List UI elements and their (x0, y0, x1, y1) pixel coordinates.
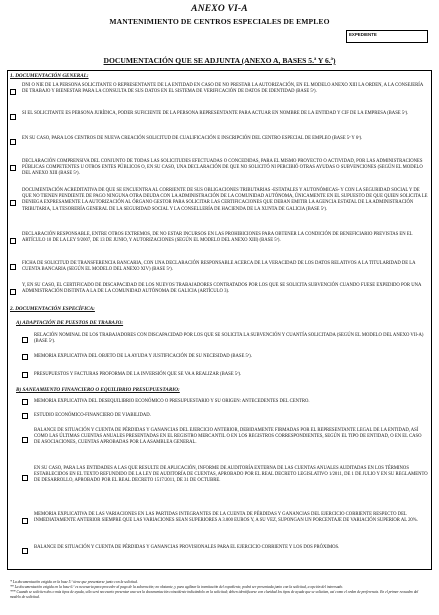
item-text: MEMORIA EXPLICATIVA DEL DESEQUILIBRIO ECONÓMICO O PRESUPUESTARIO Y SU ORIGEN: ANTECEDENTES DEL CENTRO. (34, 399, 310, 404)
annex-title: ANEXO VI-A (191, 4, 248, 14)
specific-docs-heading: 2. DOCUMENTACIÓN ESPECÍFICA: (10, 306, 95, 312)
financial-rebalancing-heading: B) SANEAMIENTO FINANCIERO O EQUILIBRIO PRESUPUESTARIO: (16, 387, 180, 393)
item-text: ESTUDIO ECONÓMICO-FINANCIERO DE VIABILIDAD. (34, 413, 151, 418)
adaptation-item-memory (22, 354, 428, 361)
general-item-power (10, 111, 428, 124)
financial-item-variations-memory (22, 512, 428, 531)
checkbox[interactable] (10, 114, 16, 120)
checkbox[interactable] (10, 200, 16, 206)
item-text: PRESUPUESTOS Y FACTURAS PROFORMA DE LA INVERSIÓN QUE SE VA A REALIZAR (BASE 5ª). (34, 372, 242, 377)
document-list-title: DOCUMENTACIÓN QUE SE ADJUNTA (ANEXO A, BASES 5.ª Y 6.ª) (103, 56, 336, 65)
item-text: MEMORIA EXPLICATIVA DEL OBJETO DE LA AYUDA Y JUSTIFICACIÓN DE SU NECESIDAD (BASE 5ª). (34, 354, 252, 359)
general-item-dni (10, 83, 428, 102)
general-docs-heading: 1. DOCUMENTACIÓN GENERAL: (10, 73, 89, 79)
item-text: DECLARACIÓN COMPRENSIVA DEL CONJUNTO DE TODAS LAS SOLICITUDES EFECTUADAS O CONCEDIDAS, PARA EL MISMO PROYECTO O ACTIVIDAD, POR LAS ADMINISTRACIONES PÚBLICAS COMPETENTES U OTROS ENTES PÚBLICOS O, EN SU CASO, UNA DECLARACIÓN DE QUE NO SOLICITÓ NI PERCIBIÓ OTRAS AYUDAS O SUBVENCIONES (SEGÚN EL MODELO DEL ANEXO XIII (BASE 5ª). (22, 159, 423, 177)
item-text: RELACIÓN NOMINAL DE LOS TRABAJADORES CON DISCAPACIDAD POR LOS QUE SE SOLICITA LA SUBVENCIÓN Y CUANTÍA SOLICITADA (SEGÚN EL MODELO DEL ANEXO VII-A) (BASE 5ª). (34, 333, 424, 345)
workplace-adaptation-heading: A) ADAPTACIÓN DE PUESTOS DE TRABAJO: (16, 320, 124, 326)
expediente-box[interactable] (346, 30, 428, 43)
footnote: *** Cuando se soliciten dos o más tipos de ayuda, sólo será necesario presentar una vez la documentación coincidente indicándolo en la solicitud; deben identificarse con claridad los tipos de ayuda que se solicitan, así como el orden de preferencia. En el primer recuadro del modelo de solicitud. (10, 590, 419, 599)
checkbox[interactable] (10, 139, 16, 145)
footnote: ** La documentación exigida en la base 6.ª es necesaria para proceder al pago de la subvención; no obstante, y para agilizar la tramitación del expediente, podrá ser presentada junto con la solicitud, a opción del interesado. (10, 585, 344, 589)
checkbox[interactable] (22, 518, 28, 524)
item-text: BALANCE DE SITUACIÓN Y CUENTA DE PÉRDIDAS Y GANANCIAS DEL EJERCICIO ANTERIOR, DEBIDAMENTE FIRMADAS POR EL REPRESENTANTE LEGAL DE LA ENTIDAD, ASÍ COMO LAS ÚLTIMAS CUENTAS ANUALES PRESENTADAS EN EL REGISTRO MERCANTIL O EN LOS REGISTROS CORRESPONDIENTES, SEGÚN EL TIPO DE ENTIDAD, O EN EL CASO DE ASOCIACIONES, CUENTAS APROBADAS POR LA ASAMBLEA GENERAL. (34, 428, 422, 446)
adaptation-item-worker-list (22, 333, 428, 346)
financial-item-imbalance-memory (22, 399, 428, 406)
item-text: DNI O NIE DE LA PERSONA SOLICITANTE O REPRESENTANTE DE LA ENTIDAD EN CASO DE NO PRESTAR LA AUTORIZACIÓN, EN EL MODELO ANEXO XIII LA ORDEN, A LA CONSEJERÍA DE TRABAJO Y BIENESTAR PARA LA CONSULTA DE SUS DATOS EN EL SISTEMA DE VERIFICACIÓN DE DATOS DE IDENTIDAD (BASE 5ª). (22, 83, 423, 95)
checkbox[interactable] (22, 354, 28, 360)
general-item-new-center (10, 136, 428, 149)
checkbox[interactable] (10, 289, 16, 295)
checkbox[interactable] (10, 238, 16, 244)
footnotes (10, 580, 430, 600)
item-text: MEMORIA EXPLICATIVA DE LAS VARIACIONES EN LAS PARTIDAS INTEGRANTES DE LA CUENTA DE PÉRDIDAS Y GANANCIAS DEL EJERCICIO CORRIENTE RESPECTO DEL INMEDIATAMENTE ANTERIOR SIEMPRE QUE LAS VARIACIONES SEAN SUPERIORES A 3.000 EUROS Y, A SU VEZ, SUPONGAN UN PORCENTAJE DE VARIACIÓN SUPERIOR AL 20%. (34, 512, 418, 524)
financial-item-audit-report (22, 466, 428, 491)
checkbox[interactable] (22, 475, 28, 481)
general-item-disability-certificate (10, 283, 428, 302)
checkbox[interactable] (22, 413, 28, 419)
item-text: Y, EN SU CASO, EL CERTIFICADO DE DISCAPACIDAD DE LOS NUEVOS TRABAJADORES CONTRATADOS POR LOS QUE SE SOLICITA SUBVENCIÓN CUANDO FUESE EXPEDIDO POR UNA ADMINISTRACIÓN DISTINTA A LA DE LA COMUNIDAD AUTÓNOMA DE GALICIA (ARTÍCULO 3). (22, 283, 422, 295)
adaptation-item-budgets (22, 372, 428, 379)
financial-item-provisional-accounts (22, 545, 428, 558)
general-item-bank-transfer (10, 261, 428, 274)
general-item-responsible-declaration (10, 232, 428, 251)
checkbox[interactable] (10, 264, 16, 270)
checkbox[interactable] (22, 548, 28, 554)
checkbox[interactable] (22, 399, 28, 405)
item-text: EN SU CASO, PARA LAS ENTIDADES A LAS QUE RESULTE DE APLICACIÓN, INFORME DE AUDITORÍA EXTERNA DE LAS CUENTAS ANUALES AUDITADAS EN LOS TÉRMINOS ESTABLECIDOS EN EL TEXTO REFUNDIDO DE LA LEY DE AUDITORÍA DE CUENTAS, APROBADO POR EL REAL DECRETO LEGISLATIVO 1/2011, DE 1 DE JULIO Y EN SU REGLAMENTO DE DESARROLLO, APROBADO POR EL REAL DECRETO 1517/2011, DE 31 DE OCTUBRE. (34, 466, 428, 484)
financial-item-balance-sheet (22, 428, 428, 453)
item-text: DOCUMENTACIÓN ACREDITATIVA DE QUE SE ENCUENTRA AL CORRIENTE DE SUS OBLIGACIONES TRIBUTARIAS -ESTATALES Y AUTONÓMICAS- Y CON LA SEGURIDAD SOCIAL Y DE QUE NO TIENEN PENDIENTE DE PAGO NINGUNA OTRA DEUDA CON LA ADMINISTRACIÓN DE LA COMUNIDAD AUTÓNOMA, ÚNICAMENTE EN EL SUPUESTO DE QUE QUIEN SOLICITA LE DENIEGA EXPRESAMENTE LA AUTORIZACIÓN AL ÓRGANO GESTOR PARA SOLICITAR LAS CERTIFICACIONES QUE DEBAN EMITIR LA AGENCIA ESTATAL DE LA ADMINISTRACIÓN TRIBUTARIA, LA TESORERÍA GENERAL DE LA SEGURIDAD SOCIAL Y LA CONSELLERÍA DE HACIENDA DE LA XUNTA DE GALICIA (BASE 5ª). (22, 188, 428, 212)
item-text: FICHA DE SOLICITUD DE TRANSFERENCIA BANCARIA, CON UNA DECLARACIÓN RESPONSABLE ACERCA DE LA VERACIDAD DE LOS DATOS RELATIVOS A LA TITULARIDAD DE LA CUENTA BANCARIA (SEGÚN EL MODELO DEL ANEXO XIV) (BASE 5ª). (22, 261, 416, 273)
item-text: BALANCE DE SITUACIÓN Y CUENTA DE PÉRDIDAS Y GANANCIAS PROVISIONALES PARA EL EJERCICIO CORRIENTE Y LOS DOS PRÓXIMOS. (34, 545, 340, 550)
general-item-tax-compliance (10, 188, 428, 219)
general-item-declaration-aids (10, 159, 428, 178)
checkbox[interactable] (22, 372, 28, 378)
checkbox[interactable] (22, 337, 28, 343)
form-title: MANTENIMIENTO DE CENTROS ESPECIALES DE EMPLEO (109, 17, 330, 26)
item-text: EN SU CASO, PARA LOS CENTROS DE NUEVA CREACIÓN SOLICITUD DE CUALIFICACIÓN E INSCRIPCIÓN DEL CENTRO ESPECIAL DE EMPLEO (BASE 5ª Y 6ª). (22, 136, 363, 141)
item-text: SI EL SOLICITANTE ES PERSONA JURÍDICA, PODER SUFICIENTE DE LA PERSONA REPRESENTANTE PARA ACTUAR EN NOMBRE DE LA ENTIDAD Y CIF DE LA EMPRESA (BASE 5ª). (22, 111, 409, 116)
expediente-label: EXPEDIENTE (349, 32, 377, 37)
checkbox[interactable] (10, 89, 16, 95)
checkbox[interactable] (10, 165, 16, 171)
checkbox[interactable] (22, 437, 28, 443)
financial-item-viability-study (22, 413, 428, 420)
item-text: DECLARACIÓN RESPONSABLE, ENTRE OTROS EXTREMOS, DE NO ESTAR INCURSOS EN LAS PROHIBICIONES PARA OBTENER LA CONDICIÓN DE BENEFICIARIO PREVISTAS EN EL ARTÍCULO 10 DE LA LEY 9/2007, DE 13 DE JUNIO, Y AUTORIZACIONES (SEGÚN EL MODELO DEL ANEXO XIII) (BASE 5ª). (22, 232, 413, 244)
footnote: * La documentación exigida en la base 5.ª tiene que presentarse junto con la solicitud. (10, 580, 138, 584)
